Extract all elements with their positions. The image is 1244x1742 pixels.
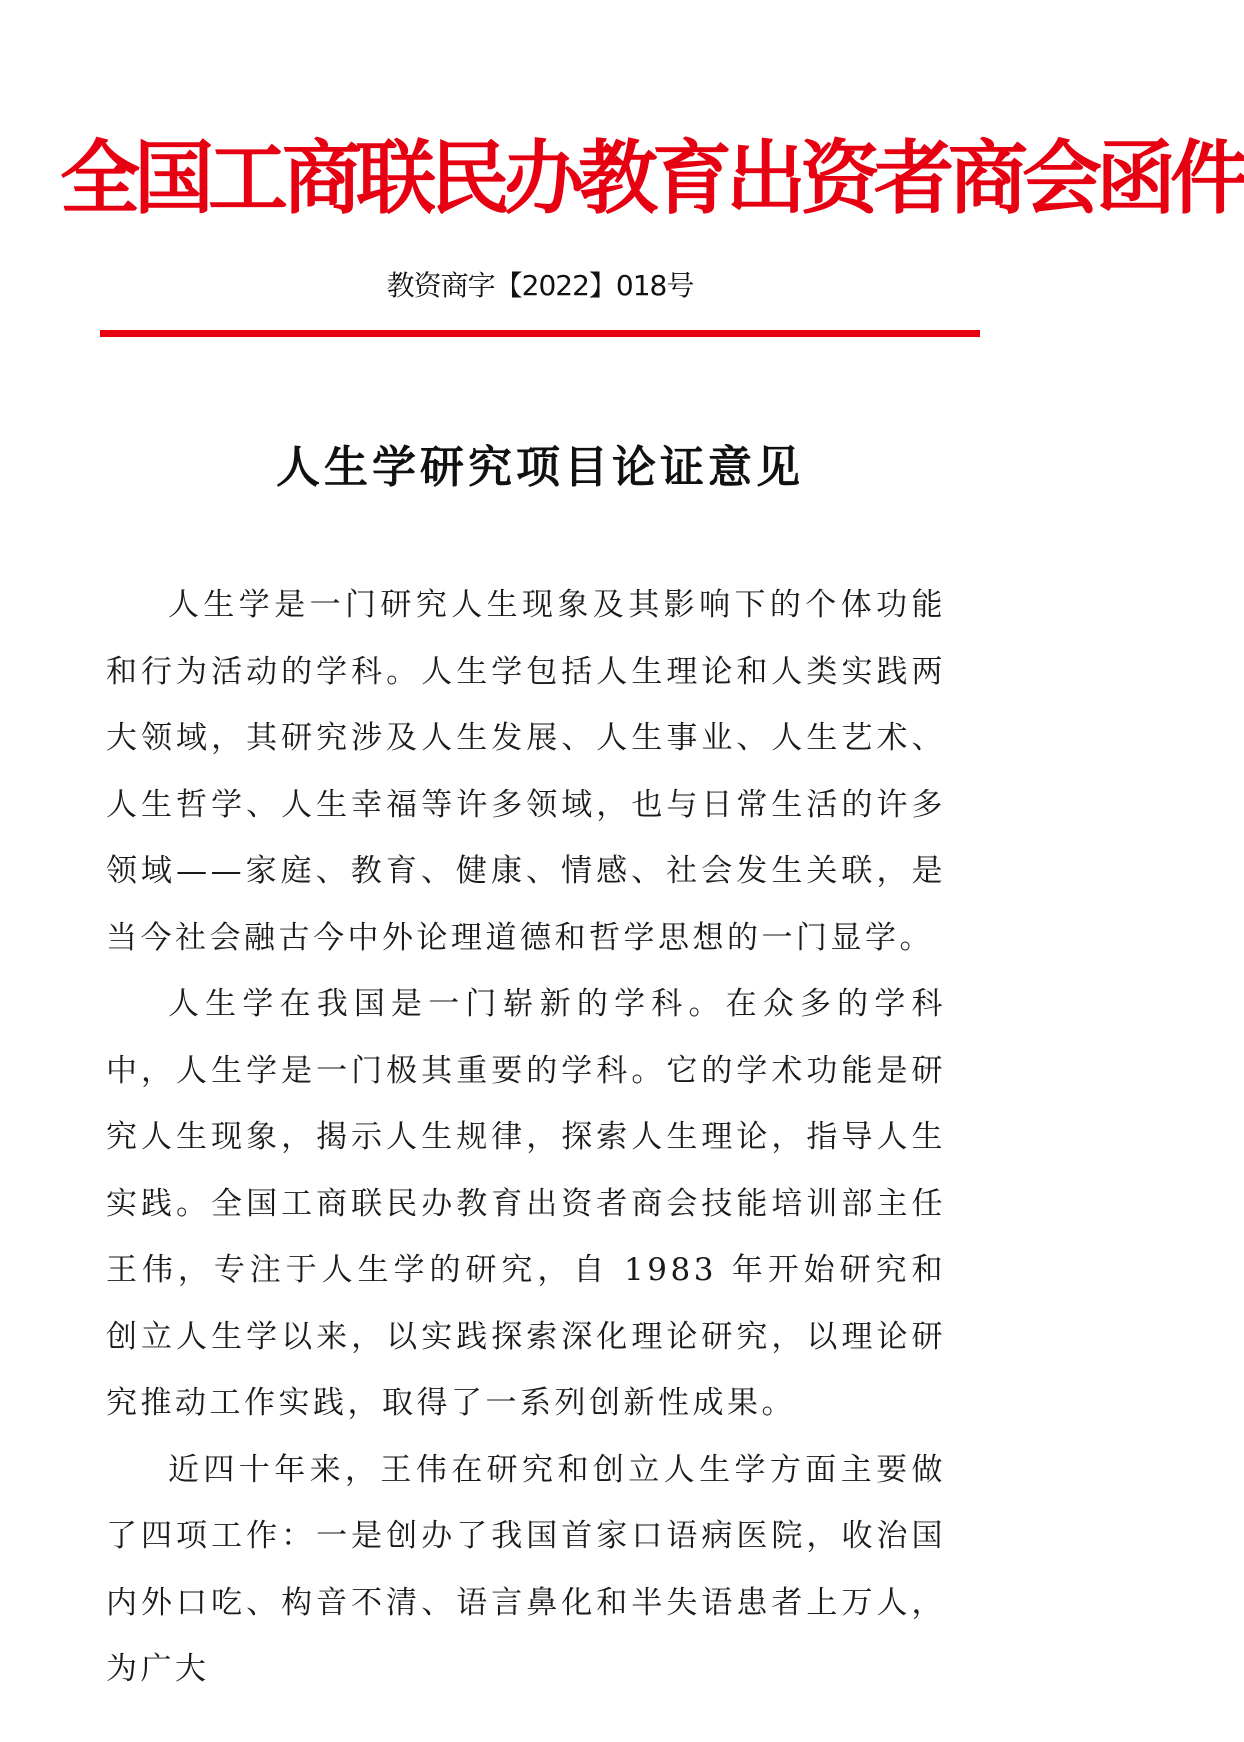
body-paragraph-2: 人生学在我国是一门崭新的学科。在众多的学科中，人生学是一门极其重要的学科。它的学术功能是研究人生现象，揭示人生规律，探索人生理论，指导人生实践。全国工商联民办教育出资者商会技能培训部主任王伟，专注于人生学的研究，自 1983 年开始研究和创立人生学以来，以实践探索深化理论研究，以理论研究推动工作实践，取得了一系列创新性成果。 (106, 986, 946, 1421)
letterhead-red-divider (100, 330, 980, 337)
letterhead-org-title: 全国工商联民办教育出资者商会函件 (60, 131, 1244, 225)
body-paragraph-3: 近四十年来，王伟在研究和创立人生学方面主要做了四项工作：一是创办了我国首家口语病医院，收治国内外口吃、构音不清、语言鼻化和半失语患者上万人，为广大 (106, 1451, 946, 1687)
document-number: 教资商字【2022】018号 (386, 269, 694, 302)
document-body (106, 572, 946, 1703)
body-paragraph-1: 人生学是一门研究人生现象及其影响下的个体功能和行为活动的学科。人生学包括人生理论和人类实践两大领域，其研究涉及人生发展、人生事业、人生艺术、人生哲学、人生幸福等许多领域，也与日常生活的许多领域——家庭、教育、健康、情感、社会发生关联，是当今社会融古今中外论理道德和哲学思想的一门显学。 (106, 587, 946, 956)
document-title: 人生学研究项目论证意见 (276, 442, 804, 493)
